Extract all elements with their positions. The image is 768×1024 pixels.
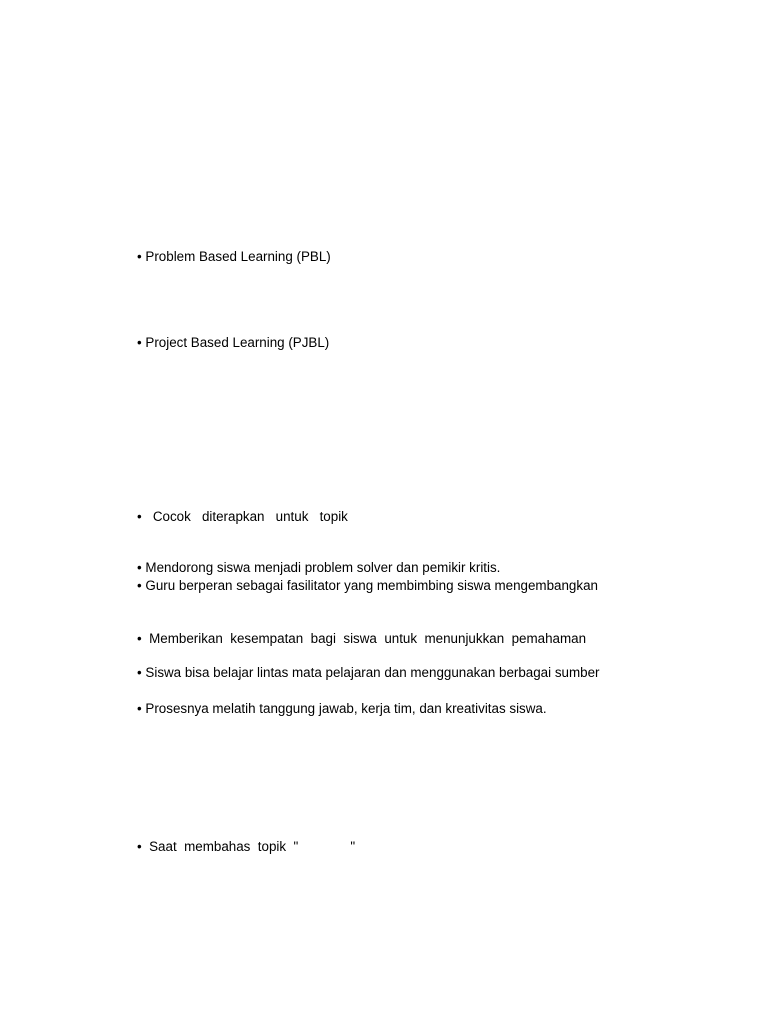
bullet-memberikan-kesempatan: • Memberikan kesempatan bagi siswa untuk menunjukkan pemahaman	[137, 631, 587, 646]
bullet-problem-based-learning: • Problem Based Learning (PBL)	[137, 249, 331, 264]
bullet-prosesnya-melatih: • Prosesnya melatih tanggung jawab, kerja tim, dan kreativitas siswa.	[137, 701, 547, 716]
bullet-guru-berperan: • Guru berperan sebagai fasilitator yang membimbing siswa mengembangkan	[137, 578, 598, 593]
bullet-project-based-learning: • Project Based Learning (PJBL)	[137, 335, 330, 350]
bullet-cocok-diterapkan: • Cocok diterapkan untuk topik	[137, 509, 348, 524]
bullet-saat-membahas-topik: • Saat membahas topik " "	[137, 839, 356, 854]
bullet-siswa-bisa-belajar: • Siswa bisa belajar lintas mata pelajaran dan menggunakan berbagai sumber	[137, 665, 600, 680]
bullet-mendorong-siswa: • Mendorong siswa menjadi problem solver dan pemikir kritis.	[137, 560, 501, 575]
